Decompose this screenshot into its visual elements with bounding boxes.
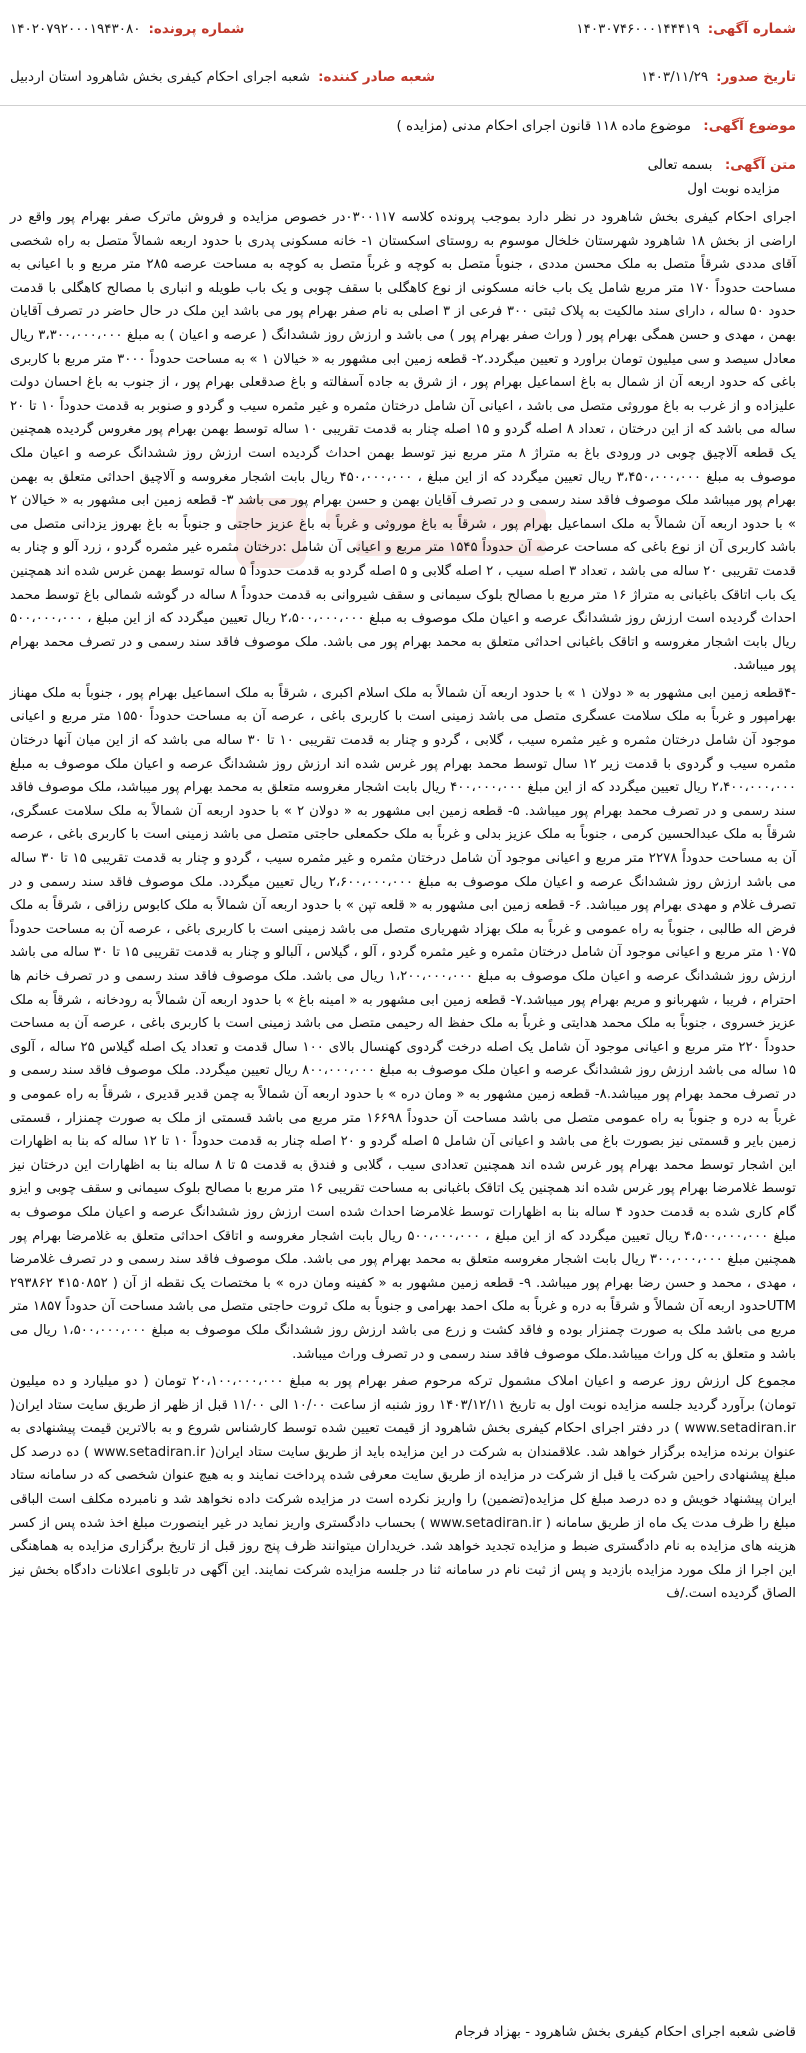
case-number-label: شماره پرونده: [148, 21, 245, 37]
text-intro [648, 157, 796, 173]
issue-date-label: تاریخ صدور: [716, 69, 796, 85]
body-paragraph-3: مجموع کل ارزش روز عرصه و اعیان املاک مشمول ترکه مرحوم صفر بهرام پور به مبلغ ۲۰،۱۰۰،۰۰۰،۰۰۰ تومان ( دو میلیارد و ده میلیون تومان) برآورد گردید جلسه مزایده نوبت اول به تاریخ ۱۴۰۳/۱۲/۱۱ روز شنبه از ساعت ۱۰/۰۰ الی ۱۱/۰۰ قبل از ظهر از طریق سایت ستاد ایران( www.setadiran.ir ) در دفتر اجرای احکام کیفری بخش شاهرود از قیمت تعیین شده توسط کارشناس شروع و به بالاترین قیمت پیشنهادی به عنوان برنده مزایده برگزار خواهد شد. علاقمندان به شرکت در این مزایده باید از طریق سایت ستاد ایران( www.setadiran.ir ) ده درصد کل مبلغ پیشنهادی راحین شرکت یا قبل از شرکت در مزایده از طریق سایت معرفی شده پرداخت نمایند و به هیچ عنوان شخصی که در سامانه ستاد ایران پیشنهاد خویش و ده درصد مبلغ کل مزایده(تضمین) را واریز نکرده است در مزایده شرکت داده نخواهد شد و نامبرده مکلف است الباقی مبلغ را ظرف مدت یک ماه از طریق سامانه ( www.setadiran.ir ) بحساب دادگستری واریز نماید در غیر اینصورت مبلغ اخذ شده پس از کسر هزینه های مزایده به نام دادگستری ضبط و مزایده تجدید خواهد شد. خریداران میتوانند ظرف پنج روز قبل از تاریخ برگزاری مزایده به هماهنگی این اجرا از ملک مورد مزایده بازدید و پس از ثبت نام در سامانه ثنا در جلسه مزایده شرکت نمایند. این آگهی در تابلوی اعلانات دادگاه بخش نیز الصاق گردیده است./ف [10, 1374, 797, 1602]
header-row-2 [10, 62, 796, 92]
ad-number [576, 21, 796, 37]
announcement-body [10, 206, 796, 1610]
judge-signature: قاضی شعبه اجرای احکام کیفری بخش شاهرود - بهزاد فرجام [454, 2024, 796, 2040]
header-block [0, 0, 806, 106]
ad-number-label: شماره آگهی: [707, 21, 796, 37]
issue-date [641, 69, 796, 85]
text-label: متن آگهی: [724, 157, 796, 173]
bismillah: بسمه تعالی [647, 157, 713, 173]
issue-date-value: ۱۴۰۳/۱۱/۲۹ [641, 69, 709, 85]
issuer [10, 69, 435, 85]
body-paragraph-2: -۴قطعه زمین ابی مشهور به « دولان ۱ » با حدود اربعه آن شمالاً به ملک اسلام اکبری ، شرقاً به ملک اسماعیل بهرام پور ، جنوباً به ملک مهناز بهرامپور و غرباً به ملک سلامت عسگری متصل می باشد زمینی است با کاربری باغی ، عرصه آن به مساحت حدوداً ۱۵۵۰ متر مربع و اعیانی موجود آن شامل درختان مثمره و غیر مثمره سیب ، گلابی ، گردو و چنار به قدمت تقریبی ۱۰ تا ۳۰ ساله می باشد که از این میان آنها درختان مثمره سیب و گردوی با قدمت زیر ۱۲ سال توسط محمد بهرام پور غرس شده اند ارزش روز ششدانگ عرصه و اعیان ملک موصوف به مبلغ ۲،۴۰۰،۰۰۰،۰۰۰ ریال تعیین میگردد که از این مبلغ ۴۰۰،۰۰۰،۰۰۰ ریال بابت اشجار مغروسه متعلق به محمد بهرام پور میباشد، ملک موصوف فاقد سند رسمی و در تصرف محمد بهرام پور میباشد. ۵- قطعه زمین ابی مشهور به « دولان ۲ » با حدود اربعه آن شمالاً به ملک سلامت عسگری، شرقاً به ملک عبدالحسین کرمی ، جنوباً به ملک عزیز بدلی و غرباً به ملک حکمعلی حاجتی متصل می باشد زمینی است با کاربری باغی ، عرصه آن به مساحت حدوداً ۲۲۷۸ متر مربع و اعیانی موجود آن شامل درختان مثمره و غیر مثمره سیب ، گردو و چنار به قدمت تقریبی ۱۵ تا ۳۰ ساله می باشد ارزش روز ششدانگ عرصه و اعیان ملک موصوف به مبلغ ۲،۶۰۰،۰۰۰،۰۰۰ ریال تعیین میگردد. ملک موصوف فاقد سند رسمی و در تصرف غلام و مهدی بهرام پور میباشد. ۶- قطعه زمین ابی مشهور به « قلعه تپن » با حدود اربعه آن شمالاً به ملک کابوس رزاقی ، شرقاً به ملک فرض اله طالبی ، جنوباً به راه عمومی و غرباً به ملک بهزاد شهریاری متصل می باشد زمینی است با کاربری باغی ، عرصه آن به مساحت حدوداً ۱۰۷۵ متر مربع و اعیانی موجود آن شامل درختان مثمره و غیر مثمره گردو ، آلو ، گیلاس ، آلبالو و چنار به قدمت تقریبی ۱۵ تا ۳۰ ساله می باشد ارزش روز ششدانگ عرصه و اعیان ملک موصوف به مبلغ ۱،۲۰۰،۰۰۰،۰۰۰ ریال می باشد. ملک موصوف فاقد سند رسمی و در تصرف خانم ها احترام ، فریبا ، شهربانو و مریم بهرام پور میباشد.۷- قطعه زمین ابی مشهور به « امینه باغ » با حدود اربعه آن شمالاً به رودخانه ، شرقاً به ملک عزیز خسروی ، جنوباً به ملک محمد هدایتی و غرباً به ملک حفظ اله رحیمی متصل می باشد زمینی است با کاربری باغی ، عرصه آن به مساحت حدوداً ۲۲۰ متر مربع و اعیانی موجود آن شامل یک اصله درخت گردوی کهنسال بالای ۱۰۰ سال قدمت و تعداد یک اصله گیلاس ۲۵ ساله ، آلوی ۱۵ ساله می باشد ارزش روز ششدانگ عرصه و اعیان ملک موصوف به مبلغ ۸۰۰،۰۰۰،۰۰۰ ریال تعیین میگردد. ملک موصوف فاقد سند رسمی و در تصرف محمد بهرام پور میباشد.۸- قطعه زمین مشهور به « ومان دره » با حدود اربعه آن شمالاً به چمن قدیر قدیری ، شرقاً به راه عمومی و غرباً به دره و جنوباً به راه عمومی متصل می باشد مساحت آن حدوداً ۱۶۶۹۸ متر مربع می باشد قسمتی از ملک به صورت چمنزار ، قسمتی زمین بایر و قسمتی نیز بصورت باغ می باشد و اعیانی آن شامل ۵ اصله گردو و ۲۰ اصله چنار به قدمت حدوداً ۱۰ تا ۱۲ ساله که بنا به اظهارات این اشجار توسط محمد بهرام پور غرس شده اند همچنین تعدادی سیب ، گلابی و فندق به قدمت ۵ تا ۸ ساله بنا به اظهارات این درختان نیز توسط غلامرضا بهرام پور غرس شده اند همچنین یک اتاقک باغبانی به مساحت تقریبی ۱۶ متر مربع با مصالح بلوک سیمانی و سقف چوبی و ایزو گام کاری شده به قدمت حدود ۴ ساله بنا به اظهارات توسط غلامرضا احداث شده است ارزش روز ششدانگ عرصه و اعیان ملک موصوف به مبلغ ۴،۵۰۰،۰۰۰،۰۰۰ ریال تعیین میگردد که از این مبلغ ، ۵۰۰،۰۰۰،۰۰۰ ریال بابت اشجار مغروسه و اتاقک احداثی متعلق به غلامرضا بهرام پور همچنین مبلغ ۳۰۰،۰۰۰،۰۰۰ ریال بابت اشجار مغروسه متعلق به محمد بهرام پور می باشد. ملک موصوف فاقد سند رسمی و در تصرف غلامرضا ، مهدی ، محمد و حسن رضا بهرام پور میباشد. ۹- قطعه زمین مشهور به « کفینه ومان دره » با مختصات یک نقطه از آن ( ۴۱۵۰۸۵۲ ۲۹۳۸۶۲ UTMحدود اربعه آن شمالاً و شرقاً به دره و غرباً به ملک احمد بهرامی و جنوباً به ملک ثروت حاجتی متصل می باشد مساحت آن حدوداً ۱۸۵۷ متر مربع می باشد ملک به صورت چمنزار بوده و فاقد کشت و زرع می باشد ارزش روز ششدانگ ملک موصوف به مبلغ ۱،۵۰۰،۰۰۰،۰۰۰ ریال می باشد و متعلق به کل وراث میباشد.ملک موصوف فاقد سند رسمی و در تصرف وراث میباشد. [10, 685, 797, 1362]
auction-round-title: مزایده نوبت اول [687, 181, 780, 197]
body-paragraph-1: اجرای احکام کیفری بخش شاهرود در نظر دارد بموجب پرونده کلاسه ۰۳۰۰۱۱۷در خصوص مزایده و فروش ماترک صفر بهرام پور واقع در اراضی از بخش ۱۸ شاهرود شهرستان خلخال موسوم به روستای اسکستان ۱- خانه مسکونی پدری با حدود اربعه شمالاً متصل به راه شخصی آقای مددی شرقاً متصل به ملک محسن مددی ، جنوباً متصل به کوچه و غرباً متصل به کوچه به مساحت عرصه ۲۸۵ متر مربع و با اعیانی به مساحت حدوداً ۱۷۰ متر مربع شامل یک باب خانه مسکونی از نوع کاهگلی با سقف چوبی و یک باب طویله و انباری با مصالح کاهگلی با قدمت حدود ۵۰ ساله ، دارای سند مالکیت به پلاک ثبتی ۳۰۰ فرعی از ۳ اصلی به نام صفر بهرام پور می باشد این ملک در حال حاضر در تصرف آقایان بهمن ، مهدی و حسن همگی بهرام پور ( وراث صفر بهرام پور ) می باشد و ارزش روز ششدانگ ( عرصه و اعیان ) به مبلغ ۳،۳۰۰،۰۰۰،۰۰۰ ریال معادل سیصد و سی میلیون تومان براورد و تعیین میگردد.۲- قطعه زمین ابی مشهور به « خیالان ۱ » به مساحت حدوداً ۳۰۰۰ متر مربع با کاربری باغی که حدود اربعه آن از شمال به باغ اسماعیل بهرام پور ، از شرق به جاده آسفالته و باغ صدقعلی بهرام پور ، از جنوب به باغ احسان دولت علیزاده و از غرب به باغ موروثی متصل می باشد ، اعیانی آن شامل درختان مثمره و غیر مثمره سیب و گردو و صنوبر به قدمت حدوداً ۱۰ تا ۲۰ ساله می باشد که از این درختان ، تعداد ۸ اصله گردو و ۱۵ اصله چنار به قدمت تقریبی ۱۰ ساله توسط بهمن بهرام پور مغروس گردیده همچنین یک قطعه آلاچیق چوبی در ورودی باغ به متراژ ۸ متر مربع نیز توسط بهمن احداث گردیده است ارزش روز ششدانگ عرصه و اعیان ملک موصوف به مبلغ ۳،۴۵۰،۰۰۰،۰۰۰ ریال تعیین میگردد که از این مبلغ ، ۴۵۰،۰۰۰،۰۰۰ ریال بابت اشجار مغروسه و آلاچیق احداثی متعلق به بهمن بهرام پور میباشد ملک موصوف فاقد سند رسمی و در تصرف آقایان بهمن و حسن بهرام پور می باشد ۳- قطعه زمین ابی مشهور به « خیالان ۲ » با حدود اربعه آن شمالاً به ملک اسماعیل بهرام پور ، شرقاً به باغ موروثی و غرباً به باغ عزیز حاجتی و جنوباً به باغ بهروز یزدانی متصل می باشد کاربری آن از نوع باغی که مساحت عرصه آن حدوداً ۱۵۴۵ متر مربع و اعیانی آن شامل :درختان مثمره غیر مثمره گردو ، زرد آلو و چنار به قدمت تقریبی ۲۰ ساله می باشد ، تعداد ۳ اصله سیب ، ۲ اصله گلابی و ۵ اصله گردو به قدمت حدوداً ۵ ساله توسط بهمن غرس شده اند همچنین یک باب اتاقک باغبانی به متراژ ۱۶ متر مربع با مصالح بلوک سیمانی و سقف شیروانی به قدمت حدوداً ۸ ساله در گوشه شمالی باغ توسط محمد احداث گردیده است ارزش روز ششدانگ عرصه و اعیان ملک موصوف به مبلغ ۲،۵۰۰،۰۰۰،۰۰۰ ریال تعیین میگردد که از این مبلغ ، ۵۰۰،۰۰۰،۰۰۰ ریال بابت اشجار مغروسه و اتاقک باغبانی احداثی متعلق به محمد بهرام پور می باشد. ملک موصوف فاقد سند رسمی و در تصرف محمد بهرام پور میباشد. [10, 210, 797, 674]
subject-label: موضوع آگهی: [703, 118, 796, 134]
subject-value: موضوع ماده ۱۱۸ قانون اجرای احکام مدنی (مزایده ) [396, 118, 691, 134]
ad-number-value: ۱۴۰۳۰۷۴۶۰۰۰۱۴۴۴۱۹ [576, 21, 700, 37]
case-number-value: ۱۴۰۲۰۷۹۲۰۰۰۱۹۴۳۰۸۰ [10, 21, 141, 37]
issuer-label: شعبه صادر کننده: [318, 69, 435, 85]
issuer-value: شعبه اجرای احکام کیفری بخش شاهرود استان اردبیل [10, 69, 311, 85]
header-row-1 [10, 14, 796, 44]
case-number [10, 21, 244, 37]
subject-line [10, 118, 796, 134]
